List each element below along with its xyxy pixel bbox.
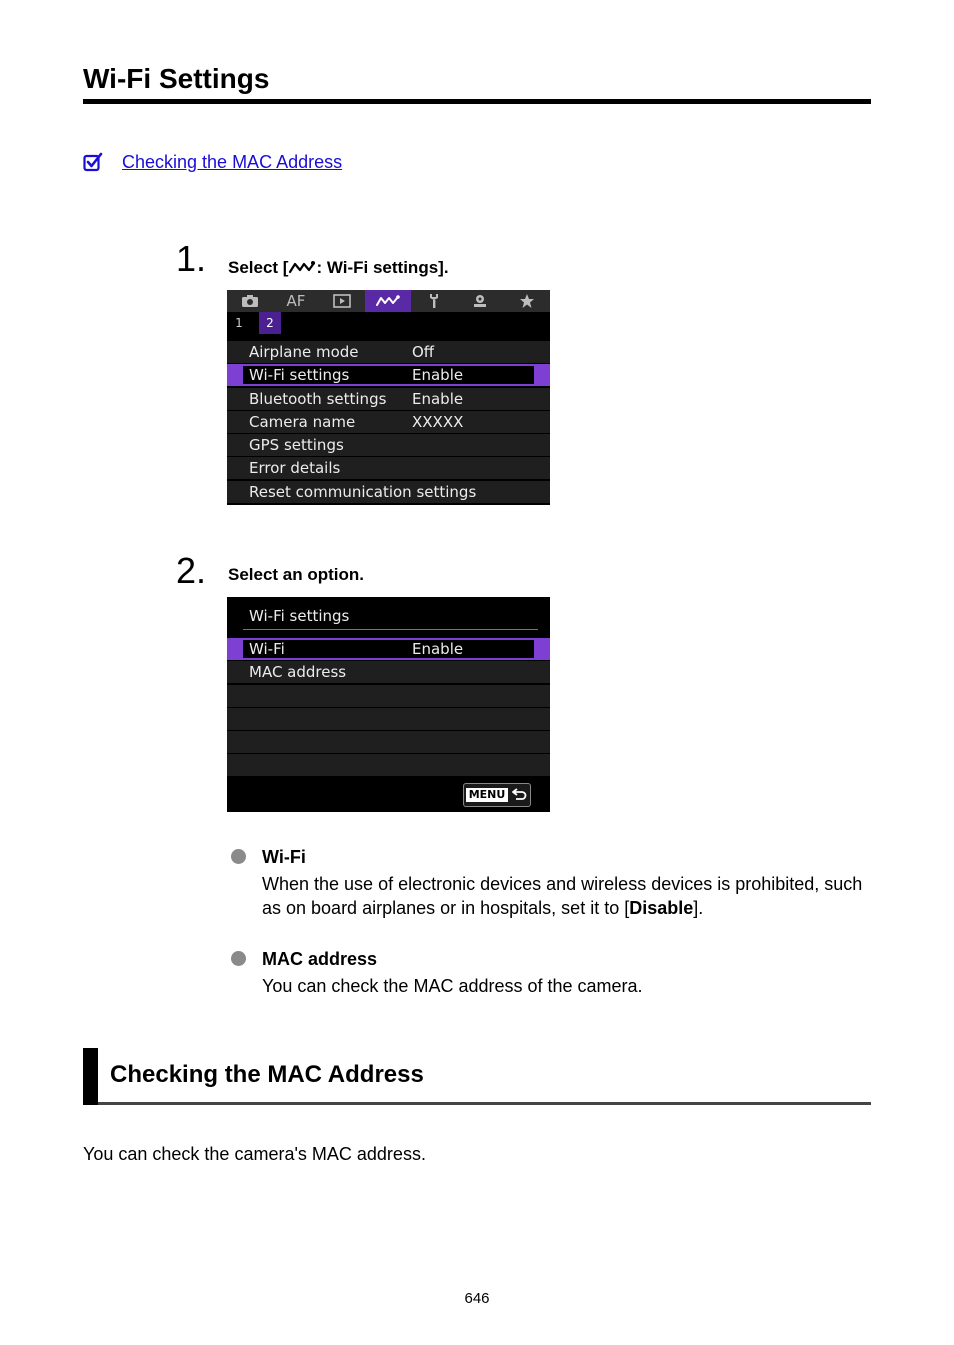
step-instruction <box>228 257 449 281</box>
option-desc-mac: You can check the MAC address of the camera. <box>262 976 643 996</box>
menu-row-gps-settings[interactable] <box>227 434 550 456</box>
camera-menu-screen-2 <box>227 597 550 812</box>
menu-row-error-details[interactable] <box>227 457 550 479</box>
camera-menu-screen-1 <box>227 290 550 505</box>
menu-row-label: Wi-Fi settings <box>249 366 350 385</box>
desc-text-end: ]. <box>693 898 704 918</box>
step-instruction: Select an option. <box>228 565 365 584</box>
wireless-icon <box>288 259 316 281</box>
section-body: You can check the camera's MAC address. <box>83 1144 426 1164</box>
menu-row-empty <box>227 731 550 753</box>
bullet-icon <box>231 951 246 966</box>
menu-rows <box>227 341 550 504</box>
menu-row-label: Error details <box>249 459 341 478</box>
menu-row-camera-name[interactable] <box>227 411 550 433</box>
wrench-icon[interactable] <box>411 290 457 312</box>
af-label: AF <box>286 292 306 310</box>
toc-link-mac-address[interactable]: Checking the MAC Address <box>122 152 343 172</box>
menu-row-label: Reset communication settings <box>249 482 477 501</box>
step-text-before: Select [ <box>228 258 289 277</box>
custom-icon[interactable] <box>457 290 503 312</box>
menu-row-reset-communication[interactable] <box>227 481 550 503</box>
af-tab[interactable] <box>273 290 319 312</box>
section-bar <box>83 1048 98 1105</box>
menu-subtab-row <box>227 312 550 334</box>
wireless-icon[interactable] <box>365 290 411 312</box>
menu-row-label: GPS settings <box>249 436 344 455</box>
menu-row-wifi-settings[interactable] <box>227 364 550 386</box>
step-number: 1. <box>176 238 207 279</box>
option-title-mac: MAC address <box>262 949 378 969</box>
camera-icon[interactable] <box>227 290 273 312</box>
menu-title-rule <box>243 629 538 630</box>
step-number: 2. <box>176 550 207 591</box>
play-icon[interactable] <box>319 290 365 312</box>
back-arrow-icon <box>512 787 528 804</box>
subtab-2[interactable]: 2 <box>259 312 281 334</box>
menu-back-button[interactable] <box>463 783 531 807</box>
option-desc-wifi <box>262 872 872 920</box>
menu-tab-bar <box>227 290 550 312</box>
menu-row-value: XXXXX <box>412 412 464 431</box>
menu-row-label: Bluetooth settings <box>249 389 387 408</box>
desc-text: When the use of electronic devices and wireless devices is prohibited, such as on board airplanes or in hospitals, set it to [ <box>262 874 863 918</box>
page-number: 646 <box>464 1290 490 1307</box>
menu-row-label: Camera name <box>249 412 356 431</box>
menu-row-label: Wi-Fi <box>249 640 285 658</box>
menu-row-value: Enable <box>412 366 464 385</box>
menu-row-value: Off <box>412 343 435 361</box>
bullet-icon <box>231 849 246 864</box>
menu-screen-title: Wi-Fi settings <box>249 607 350 625</box>
menu-row-value: Enable <box>412 389 464 408</box>
selection-highlight <box>243 640 534 658</box>
menu-button-label: MENU <box>466 788 509 802</box>
menu-row-empty <box>227 708 550 730</box>
menu-row-value: Enable <box>412 640 464 658</box>
star-icon[interactable] <box>503 290 550 312</box>
menu-row-empty <box>227 754 550 776</box>
menu-row-label: Airplane mode <box>249 343 359 361</box>
menu-row-mac-address[interactable] <box>227 661 550 683</box>
step-text-after: : Wi-Fi settings]. <box>316 258 449 277</box>
section-title: Checking the MAC Address <box>110 1061 424 1088</box>
title-rule <box>83 99 871 104</box>
subtab-1[interactable]: 1 <box>235 316 243 330</box>
checkbox-link-icon <box>83 152 103 172</box>
section-rule <box>98 1102 871 1105</box>
menu-row-label: MAC address <box>249 663 347 682</box>
menu-row-bluetooth-settings[interactable] <box>227 388 550 410</box>
option-title-wifi: Wi-Fi <box>262 847 306 867</box>
page-title: Wi-Fi Settings <box>83 63 270 94</box>
menu-row-wifi[interactable] <box>227 638 550 660</box>
desc-bold: Disable <box>629 898 694 918</box>
menu-row-airplane-mode[interactable] <box>227 341 550 363</box>
menu-rows <box>227 638 550 778</box>
toc-entry <box>83 150 342 174</box>
menu-row-empty <box>227 685 550 707</box>
